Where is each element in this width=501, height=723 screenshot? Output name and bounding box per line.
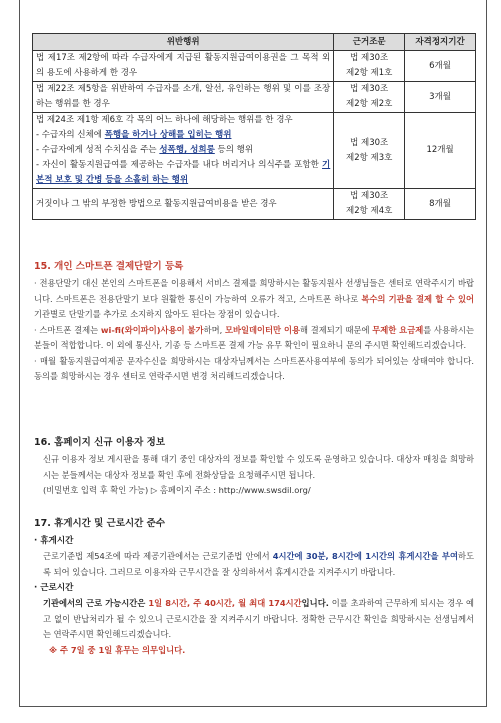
period-cell: 12개월 [405, 113, 476, 189]
emphasis-text: 복수의 기관을 결제 할 수 있어 [361, 293, 474, 304]
note-text: ※ 주 7일 중 1일 휴무는 의무입니다. [49, 644, 186, 655]
section-17-title: 17. 휴게시간 및 근로시간 준수 [34, 518, 166, 529]
header-law: 근거조문 [334, 34, 405, 51]
item-text: - 수급자에게 성적 수치심을 주는 [36, 145, 160, 155]
item-highlight: 성폭행, 성희롱 [159, 145, 215, 155]
emphasis-text: 4시간에 30분, 8시간에 1시간의 휴게시간을 부여 [272, 551, 458, 561]
violation-item [36, 158, 330, 188]
text-run: · 전용단말기 대신 본인의 스마트폰을 이용해서 서비스 결제를 희망하시는 활동지원사 선생님들은 센터로 연락주시기 바랍니다. 스마트폰은 전용단말기 보다 원활한 통신이 가능하여 오류가 적고, 스마트폰 하나로 [34, 278, 474, 304]
section-15 [34, 258, 474, 385]
violation-penalty-table [32, 33, 476, 220]
section-16-para-2: (비밀번호 입력 후 확인 가능) ▷ 홈페이지 주소 : http://www.swsdil.org/ [43, 485, 311, 495]
section-15-para-2 [34, 323, 474, 354]
section-17 [34, 515, 474, 658]
period-cell: 8개월 [405, 189, 476, 220]
item-text: - 수급자의 신체에 [36, 130, 105, 140]
item-highlight: 폭행을 하거나 상해를 입히는 행위 [104, 130, 232, 140]
header-violation: 위반행위 [33, 34, 334, 51]
violation-cell: 법 제22조 제5항을 위반하여 수급자를 소개, 알선, 유인하는 행위 및 이를 조장하는 행위를 한 경우 [33, 82, 334, 113]
table-header-row [33, 34, 476, 51]
rest-time-para [34, 549, 474, 580]
text-run: 기관별로 단말기를 추가로 소지하지 않아도 된다는 장점이 있습니다. [34, 309, 280, 319]
emphasis-text: 1일 8시간, 주 40시간, 월 최대 174시간 [148, 598, 302, 608]
section-15-title: 15. 개인 스마트폰 결제단말기 등록 [34, 261, 184, 272]
text-run: 하도록 되어 있습니다. 그러므로 이용자와 근무시간을 잘 상의하셔서 휴게시간을 지켜주시기 바랍니다. [43, 551, 474, 577]
law-line: 제2항 제4호 [346, 206, 393, 216]
emphasis-text: wi-fi(와이파이)사용이 불가 [100, 324, 204, 335]
law-line: 법 제30조 [350, 191, 389, 201]
law-cell [334, 189, 405, 220]
text-run: 하며, [203, 324, 225, 335]
period-cell: 3개월 [405, 82, 476, 113]
violation-item [36, 128, 330, 143]
item-text: - 자신이 활동지원급여를 제공하는 수급자를 내다 버리거나 의식주를 포함한 [36, 160, 323, 170]
law-cell [334, 82, 405, 113]
law-line: 법 제30조 [350, 84, 389, 94]
emphasis-text: 무제한 요금제 [372, 324, 424, 335]
violation-cell: 법 제17조 제2항에 따라 수급자에게 지급된 활동지원급여이용권을 그 목적 외의 용도에 사용하게 한 경우 [33, 51, 334, 82]
table-row [33, 82, 476, 113]
law-line: 법 제30조 [350, 53, 389, 63]
text-run: 를 사용하시는 분들이 적합합니다. 이 외에 통신사, 기종 등 스마트폰 결제 가능 유무 확인이 필요하니 문의 주시면 확인해드리겠습니다. [34, 324, 475, 350]
violation-cell [33, 113, 334, 189]
period-cell: 6개월 [405, 51, 476, 82]
text-run: 이를 초과하여 근무하게 되시는 경우 예고 없이 반납처리가 될 수 있으니 근로시간을 잘 지켜주시기 바랍니다. 정확한 근무시간 확인을 희망하시는 선생님께서는 연락주시면 확인해드리겠습니다. [43, 598, 474, 639]
text-run: 근로기준법 제54조에 따라 제공기관에서는 근로기준법 안에서 [43, 551, 273, 561]
violation-intro: 법 제24조 제1항 제6호 각 목의 어느 하나에 해당하는 행위를 한 경우 [36, 115, 293, 125]
section-15-para-1 [34, 276, 474, 323]
text-run: · 스마트폰 결제는 [34, 324, 101, 335]
law-cell [334, 113, 405, 189]
section-16-para-1: 신규 이용자 정보 게시판을 통해 대기 중인 대상자의 정보를 확인할 수 있도록 운영하고 있습니다. 대상자 매칭을 희망하시는 분들께서는 대상자 정보를 확인 후에 전화상담을 요청해주시면 됩니다. [43, 454, 474, 480]
table-row [33, 189, 476, 220]
rest-time-heading: · 휴게시간 [34, 536, 74, 546]
text-run: 해 결제되기 때문에 [300, 324, 373, 335]
law-line: 제2항 제2호 [346, 99, 393, 109]
item-highlight: 기본적 보호 및 간병 등을 소홀히 하는 행위 [36, 160, 331, 185]
work-time-heading: · 근로시간 [34, 583, 74, 593]
bold-text: 기관에서의 근로 가능시간은 [43, 598, 149, 608]
law-line: 제2항 제3호 [346, 152, 393, 163]
table-row [33, 51, 476, 82]
work-time-note [34, 643, 474, 659]
section-16 [34, 434, 474, 499]
header-period: 자격정지기간 [405, 34, 476, 51]
section-15-para-3: · 매월 활동지원급여제공 문자수신을 희망하시는 대상자님께서는 스마트폰사용여부에 동의가 되어있는 상태여야 합니다. 동의를 희망하시는 경우 센터로 연락주시면 변경 처리해드리겠습니다. [34, 355, 474, 381]
item-text: 등의 행위 [214, 145, 254, 155]
table-row [33, 113, 476, 189]
law-line: 제2항 제1호 [346, 68, 393, 78]
emphasis-text: 모바일데이터만 이용 [224, 324, 301, 335]
violation-item [36, 143, 330, 158]
section-16-title: 16. 홈페이지 신규 이용자 정보 [34, 437, 166, 448]
bold-text: 입니다. [301, 598, 329, 608]
work-time-para [34, 596, 474, 643]
law-cell [334, 51, 405, 82]
violation-cell: 거짓이나 그 밖의 부정한 방법으로 활동지원급여비용을 받은 경우 [33, 189, 334, 220]
law-line: 법 제30조 [350, 137, 389, 148]
